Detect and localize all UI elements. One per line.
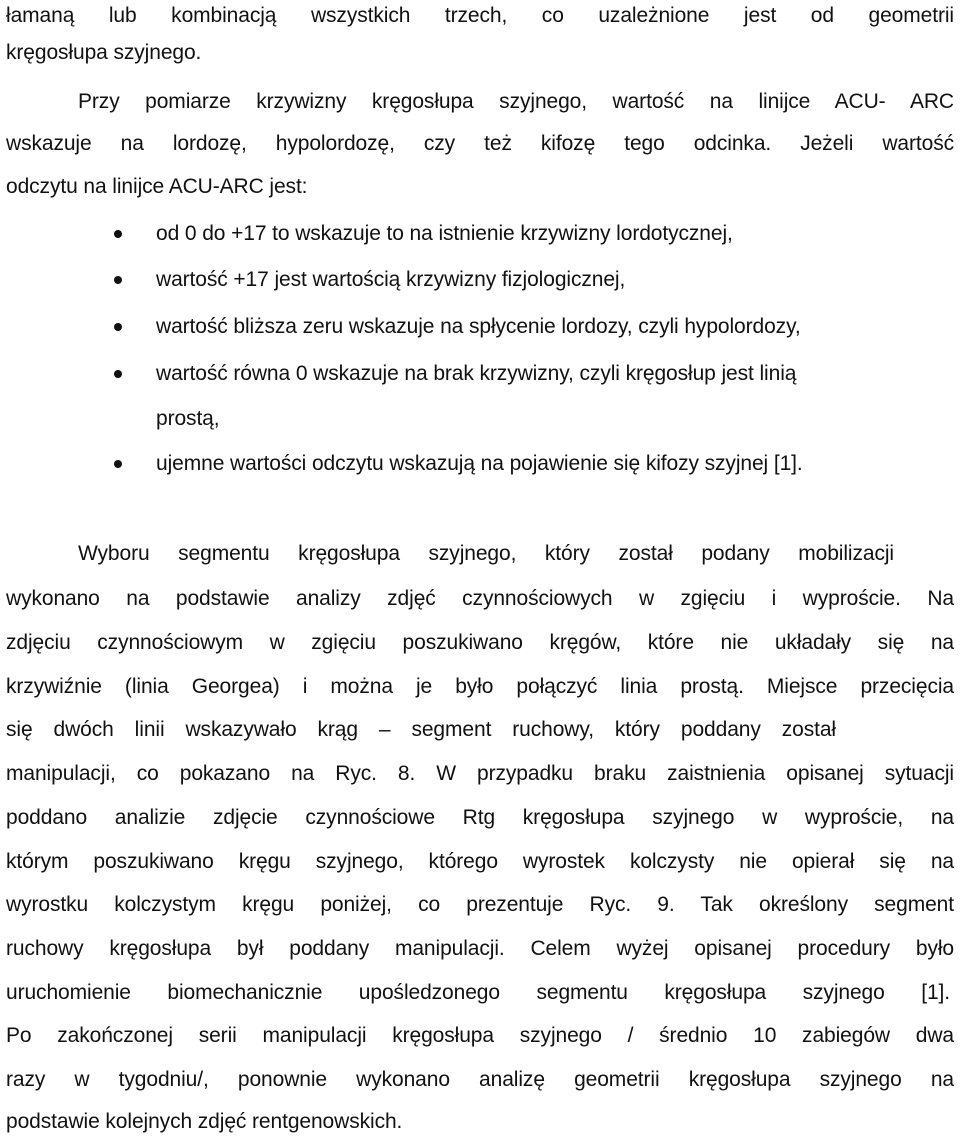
body-line: krzywiźnie (linia Georgea) i można je było połączyć linia prostą. Miejsce przecięcia [6, 675, 954, 698]
body-line: którym poszukiwano kręgu szyjnego, którego wyrostek kolczysty nie opierał się na [6, 850, 954, 873]
list-item-continuation [0, 405, 960, 433]
body-line: uruchomienie biomechanicznie upośledzonego segmentu kręgosłupa szyjnego [1]. [6, 981, 950, 1004]
body-line: razy w tygodniu/, ponownie wykonano analizę geometrii kręgosłupa szyjnego na [6, 1068, 954, 1091]
bullet-icon [114, 323, 122, 331]
body-line: Po zakończonej serii manipulacji kręgosłupa szyjnego / średnio 10 zabiegów dwa [6, 1024, 954, 1047]
body-line: zdjęciu czynnościowym w zgięciu poszukiwano kręgów, które nie układały się na [6, 631, 954, 654]
bullet-icon [114, 370, 122, 378]
body-line: się dwóch linii wskazywało krąg – segment ruchowy, który poddany został [6, 718, 836, 741]
intro-line: odczytu na linijce ACU-ARC jest: [6, 175, 308, 198]
intro-line: kręgosłupa szyjnego. [6, 41, 202, 64]
intro-line: Przy pomiarze krzywizny kręgosłupa szyjnego, wartość na linijce ACU- ARC [78, 90, 954, 113]
list-item [0, 450, 960, 478]
body-line: poddano analizie zdjęcie czynnościowe Rtg kręgosłupa szyjnego w wyproście, na [6, 806, 954, 829]
body-line: Wyboru segmentu kręgosłupa szyjnego, który został podany mobilizacji [78, 542, 894, 565]
list-item-text: prostą, [156, 407, 220, 430]
list-item-text: wartość +17 jest wartością krzywizny fizjologicznej, [156, 268, 626, 291]
body-line: wyrostku kolczystym kręgu poniżej, co prezentuje Ryc. 9. Tak określony segment [6, 893, 954, 916]
bullet-icon [114, 276, 122, 284]
bullet-icon [114, 460, 122, 468]
body-line: ruchowy kręgosłupa był poddany manipulacji. Celem wyżej opisanej procedury było [6, 937, 954, 960]
list-item-text: wartość równa 0 wskazuje na brak krzywizny, czyli kręgosłup jest linią [156, 362, 797, 385]
list-item-text: ujemne wartości odczytu wskazują na pojawienie się kifozy szyjnej [1]. [156, 452, 803, 475]
intro-line: łamaną lub kombinacją wszystkich trzech, co uzależnione jest od geometrii [6, 4, 954, 27]
list-item-text: od 0 do +17 to wskazuje to na istnienie krzywizny lordotycznej, [156, 222, 733, 245]
list-item [0, 360, 960, 388]
list-item [0, 220, 960, 248]
bullet-icon [114, 230, 122, 238]
body-line: wykonano na podstawie analizy zdjęć czynnościowych w zgięciu i wyproście. Na [6, 587, 954, 610]
body-line: manipulacji, co pokazano na Ryc. 8. W przypadku braku zaistnienia opisanej sytuacji [6, 762, 954, 785]
list-item-text: wartość bliższa zeru wskazuje na spłycenie lordozy, czyli hypolordozy, [156, 315, 801, 338]
intro-line: wskazuje na lordozę, hypolordozę, czy też kifozę tego odcinka. Jeżeli wartość [6, 132, 954, 155]
list-item [0, 313, 960, 341]
body-line: podstawie kolejnych zdjęć rentgenowskich. [6, 1110, 403, 1133]
list-item [0, 266, 960, 294]
